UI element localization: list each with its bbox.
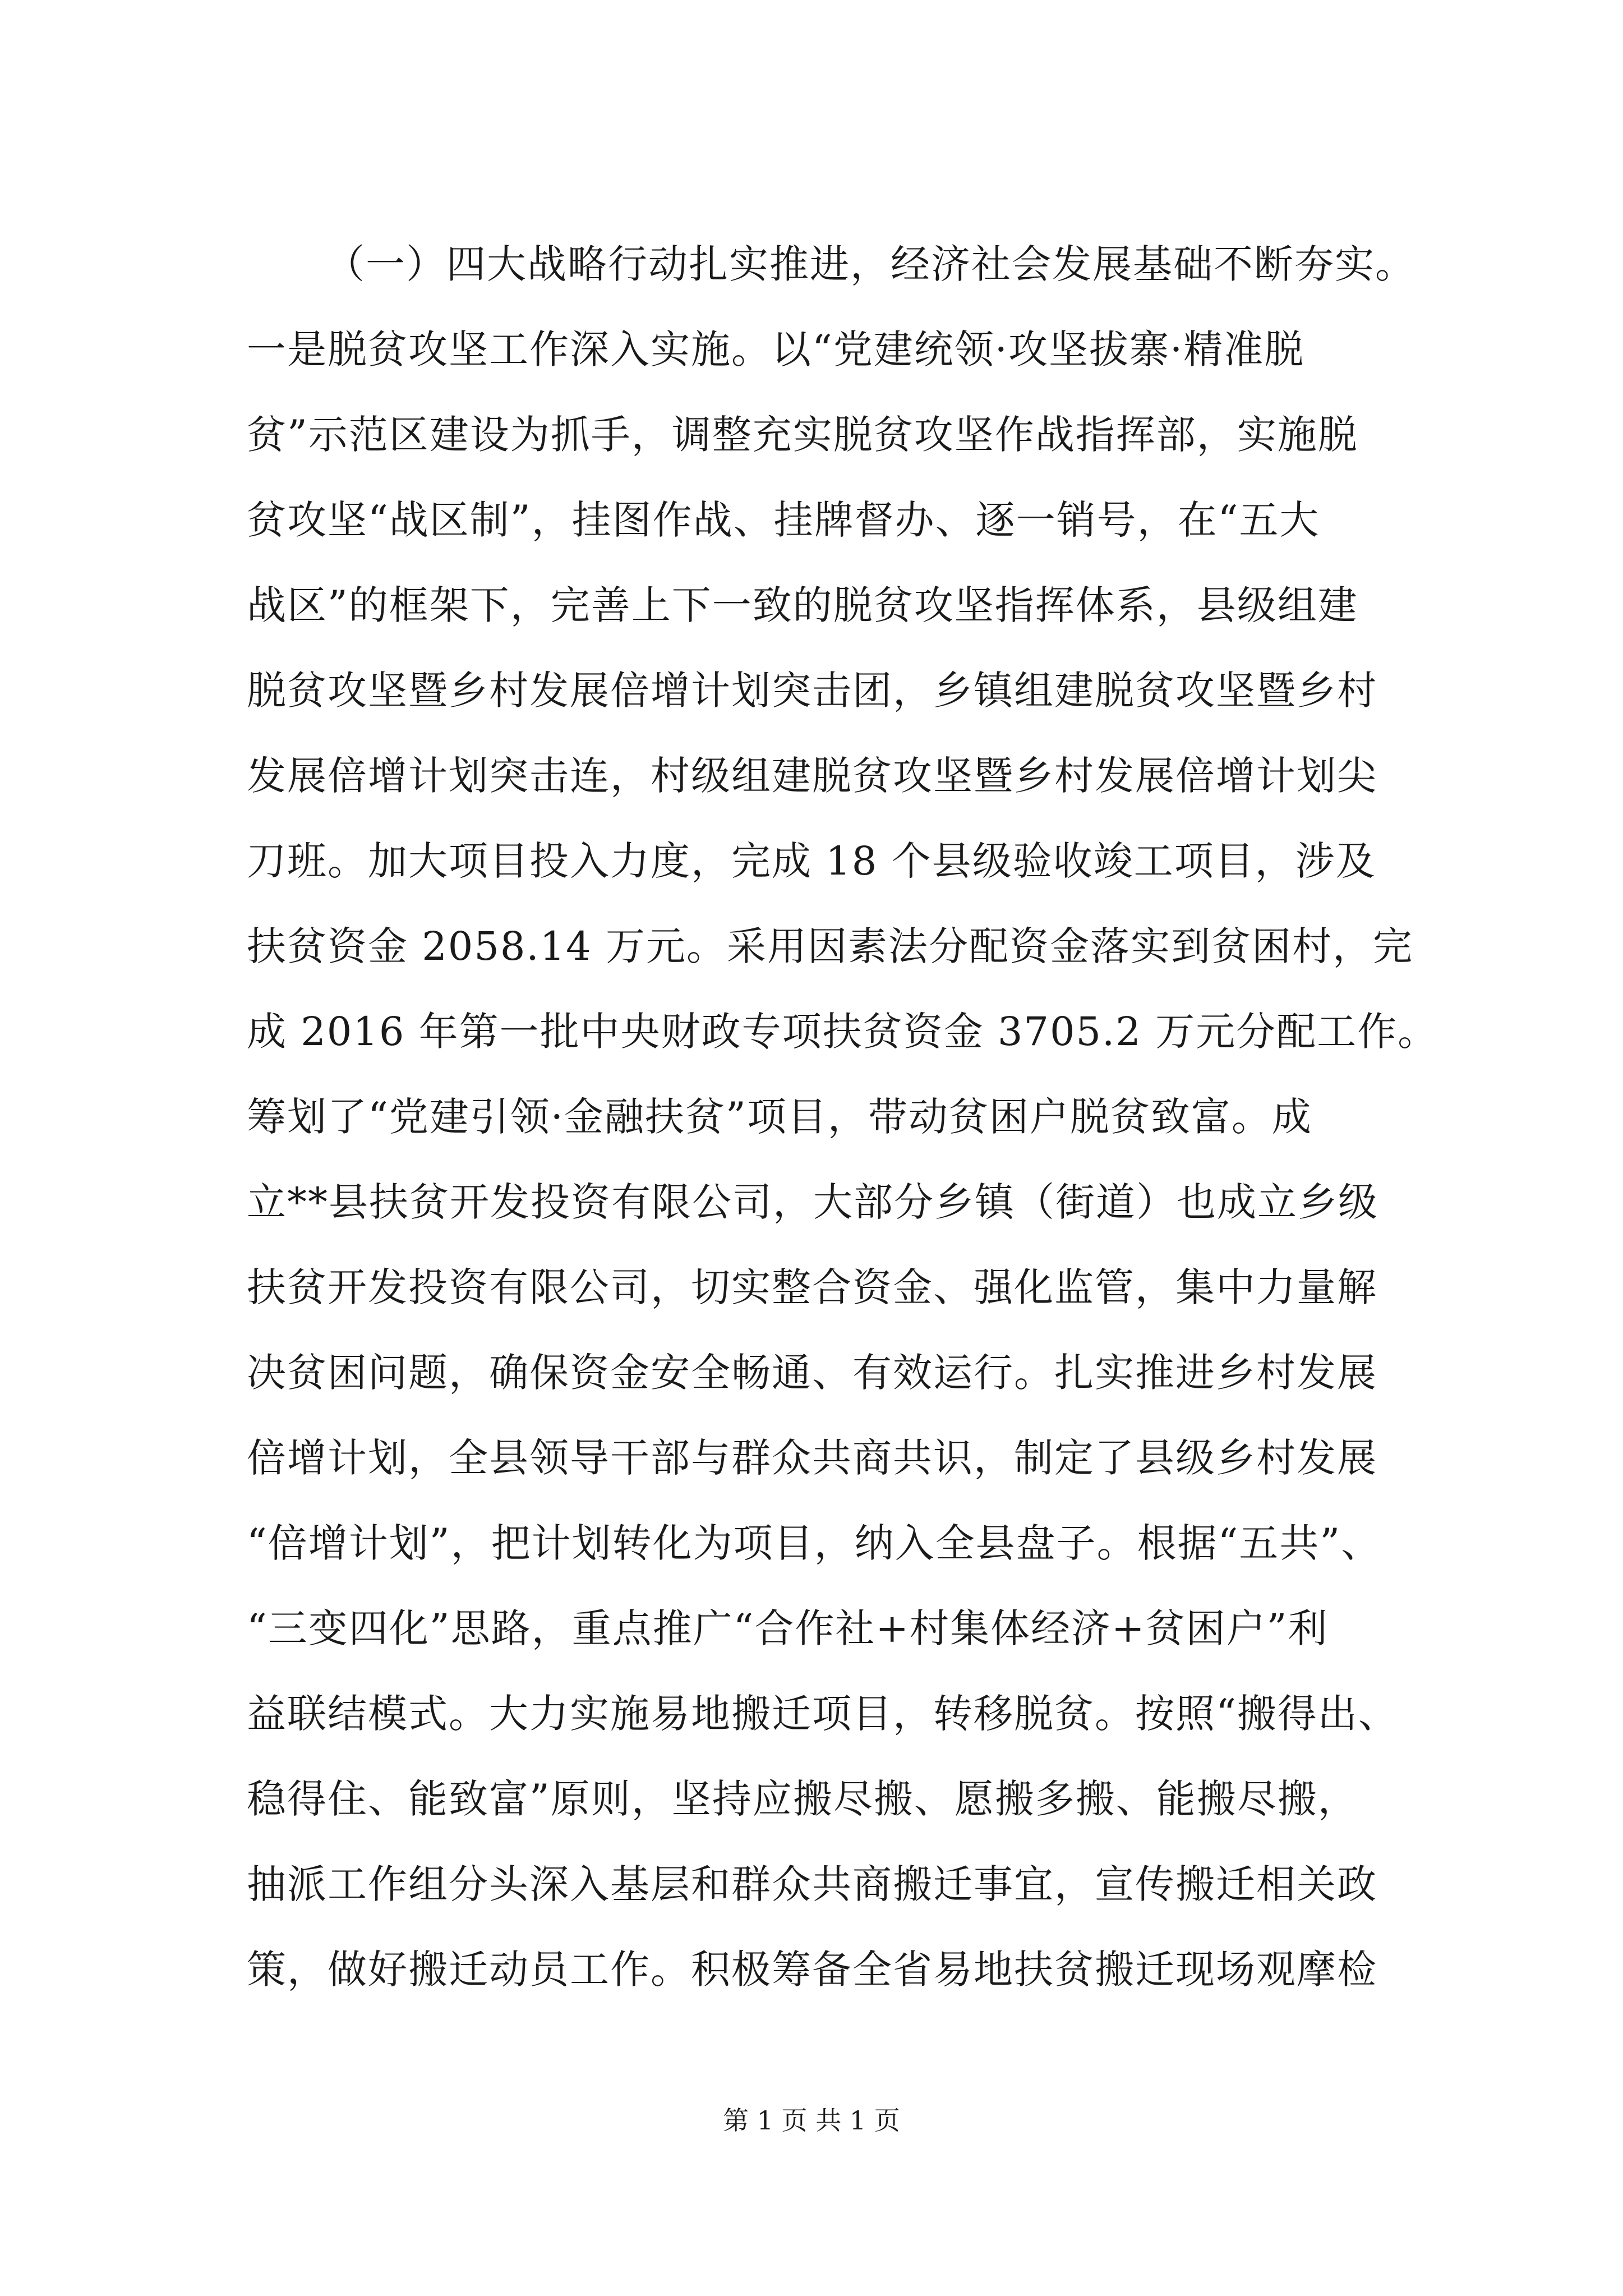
paragraph-line-5: 战区”的框架下，完善上下一致的脱贫攻坚指挥体系，县级组建 [247,582,1358,628]
paragraph-line-1: （一）四大战略行动扎实推进，经济社会发展基础不断夯实。 [325,241,1415,287]
page-number-footer: 第 1 页 共 1 页 [723,2105,900,2136]
paragraph-line-8: 刀班。加大项目投入力度，完成 18 个县级验收竣工项目，涉及 [247,838,1376,884]
paragraph-line-3: 贫”示范区建设为抓手，调整充实脱贫攻坚作战指挥部，实施脱 [247,412,1358,458]
paragraph-line-12: 立**县扶贫开发投资有限公司，大部分乡镇（街道）也成立乡级 [247,1179,1378,1225]
paragraph-line-14: 决贫困问题，确保资金安全畅通、有效运行。扎实推进乡村发展 [247,1350,1377,1396]
paragraph-line-16: “倍增计划”，把计划转化为项目，纳入全县盘子。根据“五共”、 [247,1520,1382,1566]
paragraph-line-20: 抽派工作组分头深入基层和群众共商搬迁事宜，宣传搬迁相关政 [247,1861,1377,1907]
body-text [247,222,1481,2012]
paragraph-line-13: 扶贫开发投资有限公司，切实整合资金、强化监管，集中力量解 [247,1264,1377,1310]
paragraph-line-10: 成 2016 年第一批中央财政专项扶贫资金 3705.2 万元分配工作。 [247,1009,1438,1055]
paragraph-line-15: 倍增计划，全县领导干部与群众共商共识，制定了县级乡村发展 [247,1435,1377,1481]
paragraph-line-9: 扶贫资金 2058.14 万元。采用因素法分配资金落实到贫困村，完 [247,923,1413,969]
paragraph-line-7: 发展倍增计划突击连，村级组建脱贫攻坚暨乡村发展倍增计划尖 [247,753,1377,799]
paragraph-line-19: 稳得住、能致富”原则，坚持应搬尽搬、愿搬多搬、能搬尽搬， [247,1776,1358,1822]
paragraph-line-17: “三变四化”思路，重点推广“合作社+村集体经济+贫困户”利 [247,1605,1329,1651]
paragraph-line-6: 脱贫攻坚暨乡村发展倍增计划突击团，乡镇组建脱贫攻坚暨乡村 [247,668,1377,714]
paragraph-line-21: 策，做好搬迁动员工作。积极筹备全省易地扶贫搬迁现场观摩检 [247,1947,1377,1993]
paragraph-line-2: 一是脱贫攻坚工作深入实施。以“党建统领·攻坚拔寨·精准脱 [247,326,1305,372]
paragraph-line-4: 贫攻坚“战区制”，挂图作战、挂牌督办、逐一销号，在“五大 [247,497,1320,543]
paragraph-line-18: 益联结模式。大力实施易地搬迁项目，转移脱贫。按照“搬得出、 [247,1691,1399,1737]
paragraph-line-11: 筹划了“党建引领·金融扶贫”项目，带动贫困户脱贫致富。成 [247,1094,1312,1140]
